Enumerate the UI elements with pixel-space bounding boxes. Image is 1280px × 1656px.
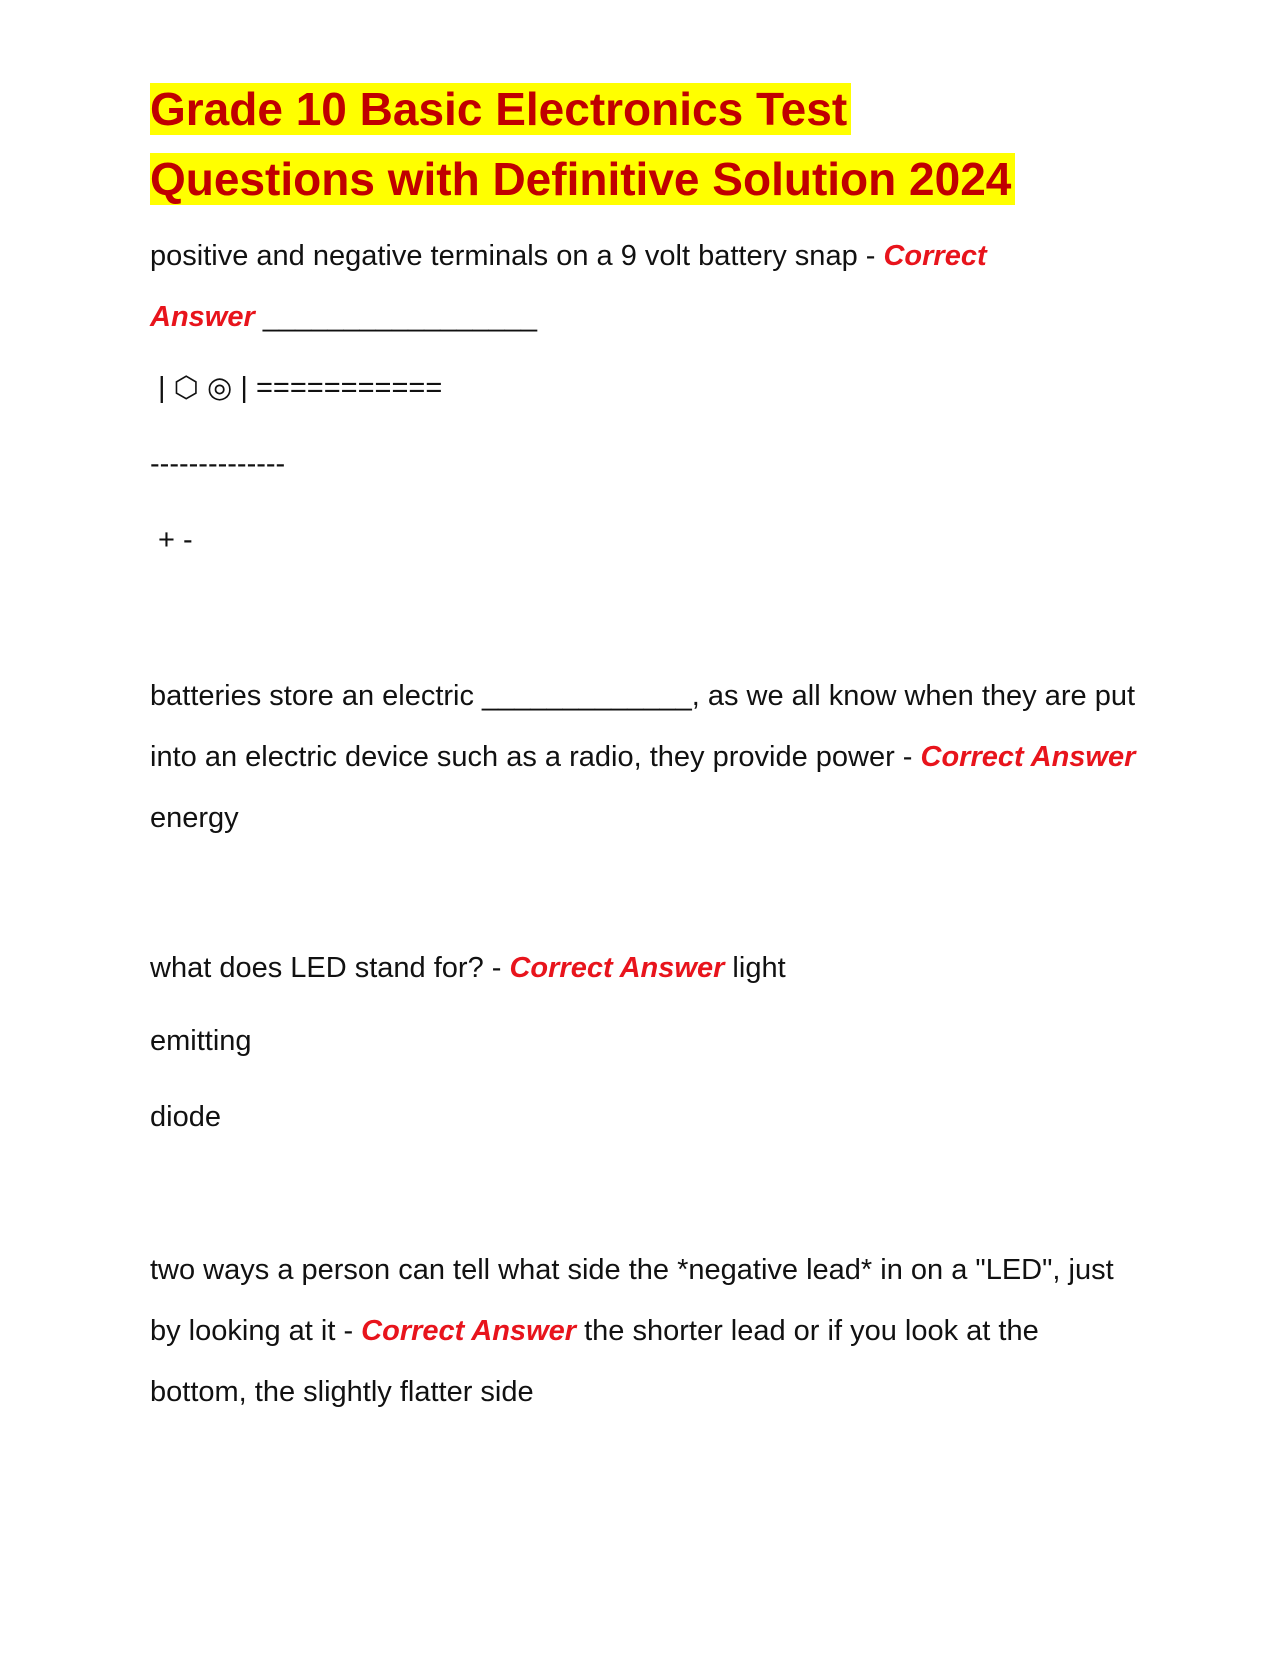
battery-snap-diagram-line-3: + - xyxy=(150,524,193,556)
question-2-text: batteries store an electric _____________, as we all know when they are put into an electric device such as a radio, they provide power - xyxy=(150,680,1136,773)
answer-3-part-2: emitting xyxy=(150,1025,252,1057)
answer-2-text: energy xyxy=(150,802,239,834)
answer-label-2: Correct Answer xyxy=(920,741,1136,773)
answer-3-part-3: diode xyxy=(150,1101,221,1133)
question-4 xyxy=(150,1240,1140,1423)
answer-3-part-1: light xyxy=(724,952,786,984)
answer-label-1a: Correct xyxy=(883,240,987,272)
question-1-blank: _________________ xyxy=(254,301,538,333)
battery-snap-diagram-line-1: | ⬡ ◎ | =========== xyxy=(150,372,443,404)
title-line-1: Grade 10 Basic Electronics Test xyxy=(150,83,851,135)
battery-snap-diagram-line-2: -------------- xyxy=(150,448,286,480)
question-1 xyxy=(150,226,1140,348)
document-page xyxy=(150,74,1140,1408)
answer-4-text: the shorter lead or if you look at the bottom, the slightly flatter side xyxy=(150,1315,1039,1408)
question-4-text: two ways a person can tell what side the *negative lead* in on a "LED", just by looking at it - xyxy=(150,1254,1114,1347)
answer-label-4: Correct Answer xyxy=(361,1315,577,1347)
question-1-text: positive and negative terminals on a 9 volt battery snap - xyxy=(150,240,884,272)
document-title xyxy=(150,74,1140,214)
question-3 xyxy=(150,938,1140,999)
answer-label-1b: Answer xyxy=(150,301,255,333)
answer-label-3: Correct Answer xyxy=(509,952,725,984)
question-2 xyxy=(150,666,1140,849)
question-3-text: what does LED stand for? - xyxy=(150,952,510,984)
title-line-2: Questions with Definitive Solution 2024 xyxy=(150,153,1015,205)
